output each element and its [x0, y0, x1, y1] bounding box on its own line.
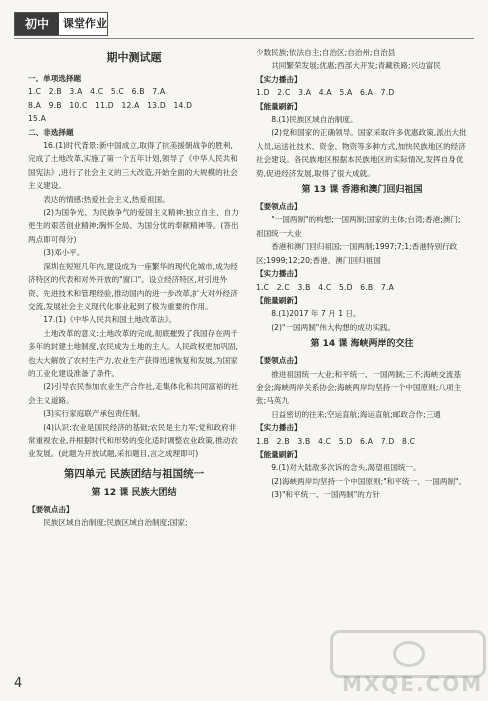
page-header — [0, 12, 488, 38]
answer-line: 1.B 2.B 3.B 4.C 5.D 6.A 7.D 8.C — [256, 436, 416, 446]
block-tag: 【要领点击】 — [256, 356, 302, 366]
block-tag: 【实力播击】 — [256, 74, 302, 84]
watermark-text: MXQE.COM — [342, 672, 484, 696]
answer-line: 1.C 2.C 3.B 4.C 5.D 6.B 7.A — [256, 282, 394, 292]
answer-paragraph: 9.(1)对大陆敌多次诉的念头,渴望祖国统一。 — [271, 463, 421, 473]
block-tag: 【能量刷新】 — [256, 101, 302, 111]
answer-paragraph: 少数民族;依法自主;自治区;自治州;自治县 — [256, 48, 396, 57]
answer-line: 1.C 2.B 3.A 4.C 5.C 6.B 7.A — [28, 87, 166, 97]
answer-paragraph: 共同繁荣发展;优惠;西部大开发;青藏铁路;兴边富民 — [271, 61, 441, 71]
exam-title: 期中测试题 — [106, 51, 162, 64]
answer-paragraph: (4)认识:农业是国民经济的基础;农民是主力军;党和政府非常重视农业,并根据时代和形势的变化适时调整农业政策,推动农业发展。(此题为开放试题,采扣题目,言之成理即可) — [28, 422, 238, 459]
unit-title: 第四单元 民族团结与祖国统一 — [63, 467, 205, 480]
answer-paragraph: 香港和澳门回归祖国;一国两制;1997;7;1;香港特别行政区;1999;12;20;香港、澳门回归祖国 — [256, 242, 458, 265]
answer-paragraph: 深圳在短短几年内,建设成为一座繁华的现代化城市,成为经济特区的代表和对外开放的"窗口"。设立经济特区,对引进外资、先进技术和管理经验,推动国内的进一步改革,扩大对外经济交流,发展社会主义现代化事业起到了极为重要的作用。 — [28, 261, 238, 311]
block-tag: 【实力播击】 — [256, 423, 302, 433]
series-tag — [14, 12, 108, 36]
lesson-title: 第 14 课 海峡两岸的交往 — [310, 339, 414, 350]
lesson-title: 第 13 课 香港和澳门回归祖国 — [301, 185, 423, 196]
header-divider — [14, 38, 474, 39]
answer-paragraph: (2)海峡两岸均坚持一个中国原则;"和平统一、一国两制"。 — [271, 476, 467, 486]
answer-paragraph: 8.(1)2017 年 7 月 1 日。 — [271, 309, 361, 319]
page-number: 4 — [14, 676, 23, 691]
answer-line: 15.A — [28, 114, 47, 124]
lesson-title: 第 12 课 民族大团结 — [91, 487, 177, 498]
answer-paragraph: 推进祖国统一大业;和平统一、一国两制;三不;海峡交流基金会;海峡两岸关系协会;海峡两岸均坚持一个中国原则;八项主张;马英九 — [256, 369, 462, 406]
answer-paragraph: 表达的情感:热爱社会主义,热爱祖国。 — [43, 194, 170, 204]
section-heading: 一、单项选择题 — [28, 74, 82, 83]
watermark-seal-icon — [330, 630, 486, 678]
answer-paragraph: (3)邓小平。 — [43, 248, 85, 258]
left-column — [28, 46, 240, 530]
answer-line: 8.A 9.B 10.C 11.D 12.A 13.D 14.D — [28, 100, 193, 110]
answer-paragraph: (2)党和国家的正确领导。国家采取许多优惠政策,派出大批人员,运送社技术、资金、物资等多种方式,加快民族地区的经济社会建设。各民族地区根据本民族地区的实际情况,发挥自身优势,促进经济发展,取得了很大成就。 — [256, 128, 467, 178]
answer-paragraph: 8.(1)民族区域自治制度。 — [271, 115, 358, 125]
grade-label: 初中 — [15, 13, 59, 35]
section-heading: 二、非选择题 — [28, 127, 74, 137]
answer-paragraph: 民族区域自治制度;民族区域自治制度;国家; — [43, 518, 188, 528]
answer-paragraph: 日益密切的往来;空运直航;海运直航;邮政合作;三通 — [271, 409, 441, 419]
answer-line: 1.D 2.C 3.A 4.A 5.A 6.A 7.D — [256, 88, 395, 98]
right-column — [256, 46, 468, 502]
block-tag: 【要领点击】 — [28, 504, 74, 514]
watermark — [330, 630, 484, 696]
answer-paragraph: (2)为国争光、为民族争气的爱国主义精神;独立自主、自力更生的艰苦创业精神;胸怀全局、为国分忧的奉献精神等。(答出两点即可得分) — [28, 208, 239, 244]
answer-paragraph: (3)"和平统一、一国两制"的方针 — [271, 490, 381, 500]
answer-paragraph: (2)引导农民参加农业生产合作社,走集体化和共同富裕的社会主义道路。 — [28, 382, 239, 405]
block-tag: 【要领点击】 — [256, 202, 302, 212]
answer-paragraph: 17.(1)《中华人民共和国土地改革法》。 — [43, 315, 177, 325]
answer-paragraph: 16.(1)时代背景:新中国成立,取得了抗美援朝战争的胜利,完成了土地改革,实施了第一个五年计划,领导了《中华人民共和国宪法》,进行了社会主义的三大改造,开始全面的大规模的社会主义建设。 — [28, 141, 238, 191]
answer-paragraph: (2)"一国两制"伟大构想的成功实践。 — [271, 322, 396, 332]
block-tag: 【实力播击】 — [256, 269, 302, 279]
answer-paragraph: 土地改革的意义:土地改革的完成,彻底摧毁了我国存在两千多年的封建土地制度,农民成为土地的主人。人民政权更加巩固,也大大解放了农村生产力,农业生产获得迅速恢复和发展,为国家的工业化建设准备了条件。 — [28, 328, 239, 378]
block-tag: 【能量刷新】 — [256, 449, 302, 459]
block-tag: 【能量刷新】 — [256, 295, 302, 305]
series-label: 课堂作业 — [63, 17, 107, 30]
answer-paragraph: (3)实行家庭联产承包责任制。 — [43, 409, 146, 419]
answer-paragraph: "一国两制"的构想;一国两制;国家的主体;台湾;香港;澳门;祖国统一大业 — [256, 215, 461, 238]
